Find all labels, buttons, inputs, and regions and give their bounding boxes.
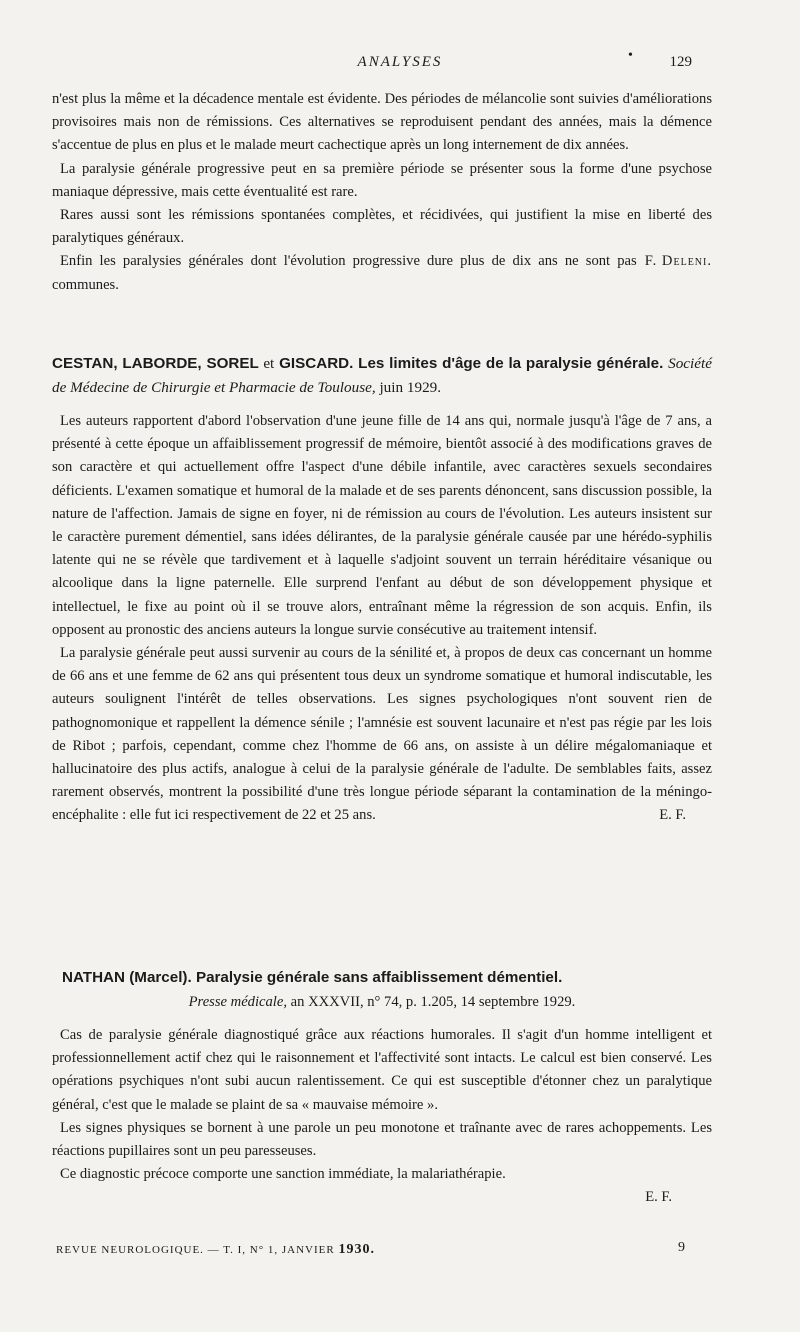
article-title: Paralysie générale sans affaiblissement démentiel. [195, 969, 563, 986]
article-heading [52, 966, 712, 1014]
author-first-name: (Marcel). [129, 969, 192, 986]
paragraph: Les signes physiques se bornent à une parole un peu monotone et traînante avec de rares achoppements. Les réactions pupillaires sont un peu paresseuses. [52, 1119, 712, 1160]
paragraph: Cas de paralysie générale diagnostiqué grâce aux réactions humorales. Il s'agit d'un homme intelligent et professionnellement actif chez qui le raisonnement et l'affectivité sont intacts. Le calcul est bien conservé. Les opérations psychiques n'ont subi aucun ralentissement. Ce qui est susceptible d'étonner chez un paralytique général, c'est que le malade se plaint de sa « mauvaise mémoire ». [52, 1027, 712, 1113]
signature: E. F. [659, 807, 686, 824]
authors: CESTAN, LABORDE, SOREL [52, 355, 259, 372]
signature: E. F. [645, 1189, 672, 1206]
paragraph: Ce diagnostic précoce comporte une sanction immédiate, la malariathérapie. [60, 1166, 506, 1183]
running-head [0, 48, 800, 76]
page-footer [56, 1240, 686, 1260]
and-word: et [263, 355, 275, 372]
section-nathan [52, 966, 712, 1210]
sheet-number: 9 [678, 1240, 686, 1255]
paragraph-text: Enfin les paralysies générales dont l'évolution progressive dure plus de dix ans ne sont pas communes. [52, 253, 637, 293]
journal-line [56, 1242, 375, 1258]
page-number: 129 [669, 54, 692, 70]
last-author: GISCARD. [279, 355, 354, 372]
paragraph: Rares aussi sont les rémissions spontanées complètes, et récidivées, qui justifient la mise en liberté des paralytiques généraux. [52, 207, 712, 247]
paragraph: La paralysie générale progressive peut en sa première période se présenter sous la forme d'une psychose maniaque dépressive, mais cette éventualité est rare. [52, 160, 712, 200]
source: Société de Médecine de Chirurgie et Pharmacie de Toulouse, [52, 355, 712, 396]
section-previous-review [52, 88, 712, 297]
date: juin 1929. [379, 379, 442, 396]
source: Presse médicale, [188, 994, 287, 1010]
citation: an XXXVII, n° 74, p. 1.205, 14 septembre 1929. [290, 994, 576, 1010]
article-title: Les limites d'âge de la paralysie générale. [358, 355, 664, 372]
paragraph: n'est plus la même et la décadence mentale est évidente. Des périodes de mélancolie sont suivies d'améliorations provisoires mais non de rémissions. Ces alternatives se reproduisent pendant des années, mais la démence s'accentue de plus en plus et le malade meurt cachectique après un long internement de dix années. [52, 91, 712, 154]
paragraph [52, 250, 712, 296]
author: NATHAN [62, 969, 125, 986]
article-heading [52, 352, 712, 400]
paragraph-text: La paralysie générale peut aussi survenir au cours de la sénilité et, à propos de deux cas concernant un homme de 66 ans et une femme de 62 ans qui présentent tous deux un syndrome somatique et humoral indiscutable, les auteurs soulignent l'intérêt de telles observations. Les signes psychologiques n'ont souvent rien de pathognomonique et rappellent la démence sénile ; l'amnésie est souvent lacunaire et n'est pas régie par les lois de Ribot ; parfois, cependant, comme chez l'homme de 66 ans, on assiste à un délire mégalomaniaque et hallucinatoire des plus actifs, analogue à celui de la paralysie générale de l'adulte. De semblables faits, assez rarement observés, montrent la possibilité d'une très longue période séparant la contamination de la méningo-encéphalite : elle fut ici respectivement de 22 et 25 ans. [52, 645, 712, 824]
journal-year: 1930. [338, 1242, 375, 1257]
paragraph: Les auteurs rapportent d'abord l'observation d'une jeune fille de 14 ans qui, normale jusqu'à l'âge de 7 ans, a présenté à cette époque un affaiblissement progressif de mémoire, bientôt associé à des modifications graves de son caractère et qui actuellement offre l'aspect d'une débile infantile, avec caractères sexuels secondaires déficients. L'examen somatique et humoral de la malade et de ses parents dénoncent, sans discussion possible, la nature de l'affection. Jamais de signe en foyer, ni de rémission au cours de l'évolution. Les auteurs insistent sur le caractère purement démentiel, sans idées délirantes, de la paralysie générale causée par une hérédo-syphilis latente qui ne se révèle que tardivement et à laquelle s'adjoint souvent un terrain héréditaire vésanique ou alcoolique dans la ligne paternelle. Elle surprend l'enfant au début de son développement physique et intellectuel, le fixe au point où il se trouve alors, entraînant même la régression de son acquis. Enfin, ils opposent au pronostic des anciens auteurs la longue survie consécutive au traitement intensif. [52, 413, 712, 638]
running-head-title: ANALYSES [357, 54, 443, 70]
citation-line [52, 990, 712, 1014]
journal-name: REVUE NEUROLOGIQUE. — T. I, N° 1, JANVIER [56, 1244, 335, 1256]
signature: F. Deleni. [644, 253, 712, 270]
paragraph [52, 642, 712, 828]
dot-mark: • [628, 48, 633, 63]
section-cestan [52, 352, 712, 828]
